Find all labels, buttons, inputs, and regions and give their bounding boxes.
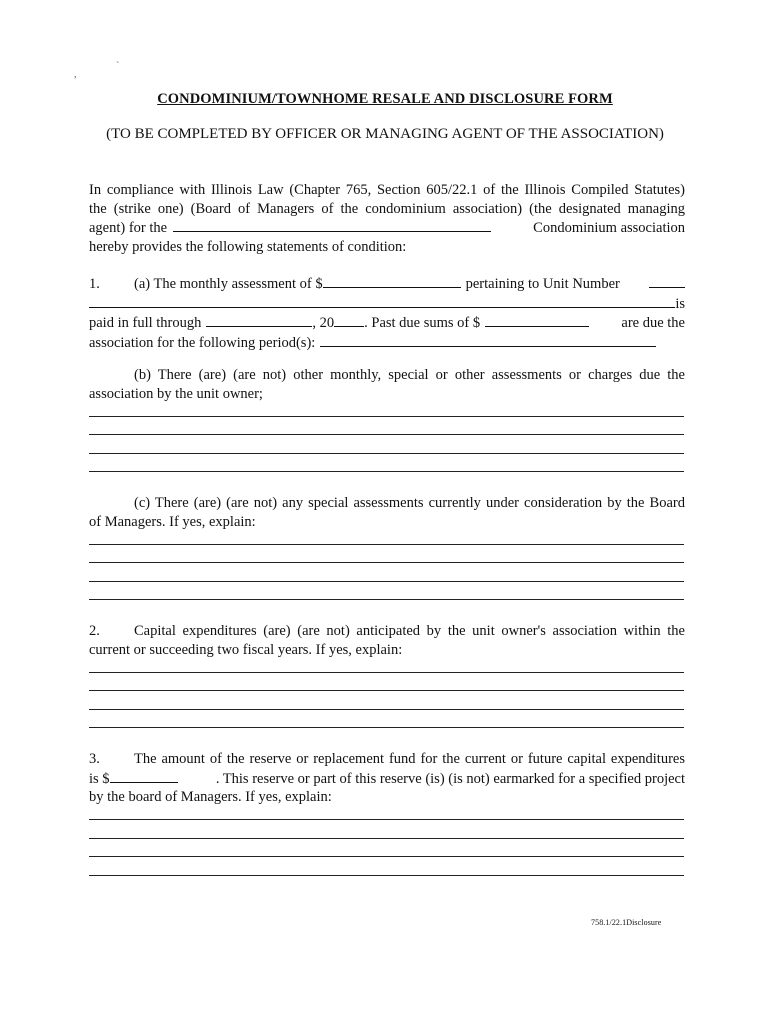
- item-3-number: 3.: [89, 751, 100, 767]
- item-2-line-1: [89, 622, 685, 641]
- answer-line[interactable]: [89, 471, 684, 472]
- item-1c-line-1: [89, 494, 685, 513]
- monthly-assessment-label: (a) The monthly assessment of $: [134, 276, 323, 292]
- answer-line[interactable]: [89, 599, 684, 600]
- item-1a: [89, 274, 685, 352]
- item-1c: [89, 494, 685, 531]
- item-1b-line-2: association by the unit owner;: [89, 385, 263, 402]
- item-3-line-2: [89, 769, 685, 789]
- item-1a-line-3: [89, 313, 685, 333]
- answer-line[interactable]: [89, 434, 684, 435]
- periods-label: association for the following period(s):: [89, 334, 316, 351]
- scan-speck: `: [116, 61, 120, 72]
- answer-line[interactable]: [89, 672, 684, 673]
- paid-through-date-field[interactable]: [206, 313, 312, 327]
- form-title: CONDOMINIUM/TOWNHOME RESALE AND DISCLOSURE FORM: [157, 91, 613, 107]
- item-1a-line-2: [89, 294, 685, 314]
- item-1a-line-4: [89, 333, 685, 353]
- answer-line[interactable]: [89, 727, 684, 728]
- item-2-text: Capital expenditures (are) (are not) anticipated by the unit owner's association within the: [134, 623, 685, 639]
- answer-line[interactable]: [89, 544, 684, 545]
- form-code: 758.1/22.1Disclosure: [591, 918, 662, 927]
- paid-through-label: paid in full through: [89, 315, 202, 332]
- answer-line[interactable]: [89, 690, 684, 691]
- answer-line[interactable]: [89, 709, 684, 710]
- periods-field[interactable]: [320, 333, 656, 347]
- answer-line[interactable]: [89, 875, 684, 876]
- intro-line-2: the (strike one) (Board of Managers of the condominium association) (the designated managing: [89, 200, 685, 217]
- unit-number-continued-field[interactable]: [89, 294, 675, 308]
- reserve-earmark-text: . This reserve or part of this reserve (is) (is not) earmarked for a specified project: [215, 770, 685, 787]
- monthly-assessment-field[interactable]: [323, 274, 461, 288]
- item-1b-line-1: [89, 366, 685, 385]
- item-1c-text: (c) There (are) (are not) any special assessments currently under consideration by the Board: [134, 495, 685, 511]
- item-3-line-1: [89, 750, 685, 769]
- paid-through-year-field[interactable]: [334, 313, 364, 327]
- answer-line[interactable]: [89, 838, 684, 839]
- intro-line-3: [89, 218, 685, 238]
- answer-line[interactable]: [89, 819, 684, 820]
- reserve-amount-label: is $: [89, 770, 110, 787]
- past-due-label: . Past due sums of $: [364, 315, 481, 332]
- item-1b: [89, 366, 685, 403]
- form-subtitle: (TO BE COMPLETED BY OFFICER OR MANAGING AGENT OF THE ASSOCIATION): [106, 126, 664, 142]
- reserve-amount-field[interactable]: [110, 769, 178, 783]
- item-1c-line-2: of Managers. If yes, explain:: [89, 513, 256, 530]
- item-1-number: 1.: [89, 276, 100, 292]
- answer-line[interactable]: [89, 453, 684, 454]
- are-due-label: are due the: [621, 315, 685, 332]
- item-3-line-3: by the board of Managers. If yes, explain:: [89, 789, 332, 806]
- intro-line-4: hereby provides the following statements of condition:: [89, 238, 407, 255]
- year-prefix-label: , 20: [312, 315, 335, 332]
- answer-line[interactable]: [89, 856, 684, 857]
- item-1a-line-1: [89, 274, 685, 294]
- association-name-field[interactable]: [173, 218, 491, 232]
- item-1b-text: (b) There (are) (are not) other monthly, special or other assessments or charges due the: [134, 367, 685, 383]
- item-2-number: 2.: [89, 623, 100, 639]
- scan-speck: ,: [74, 69, 77, 80]
- unit-number-label: pertaining to Unit Number: [465, 276, 620, 292]
- intro-line-1: In compliance with Illinois Law (Chapter 765, Section 605/22.1 of the Illinois Compiled Statutes): [89, 182, 685, 198]
- item-3: [89, 750, 685, 807]
- answer-line[interactable]: [89, 581, 684, 582]
- is-label: is: [675, 295, 685, 312]
- item-3-text: The amount of the reserve or replacement fund for the current or future capital expenditures: [134, 751, 685, 767]
- past-due-amount-field[interactable]: [485, 313, 589, 327]
- answer-line[interactable]: [89, 416, 684, 417]
- item-2: [89, 622, 685, 659]
- unit-number-field[interactable]: [649, 274, 685, 288]
- intro-paragraph: [89, 181, 685, 256]
- answer-line[interactable]: [89, 562, 684, 563]
- item-2-line-2: current or succeeding two fiscal years. If yes, explain:: [89, 641, 403, 658]
- intro-agent-label: agent) for the: [89, 220, 168, 237]
- intro-condo-label: Condominium association: [533, 220, 685, 237]
